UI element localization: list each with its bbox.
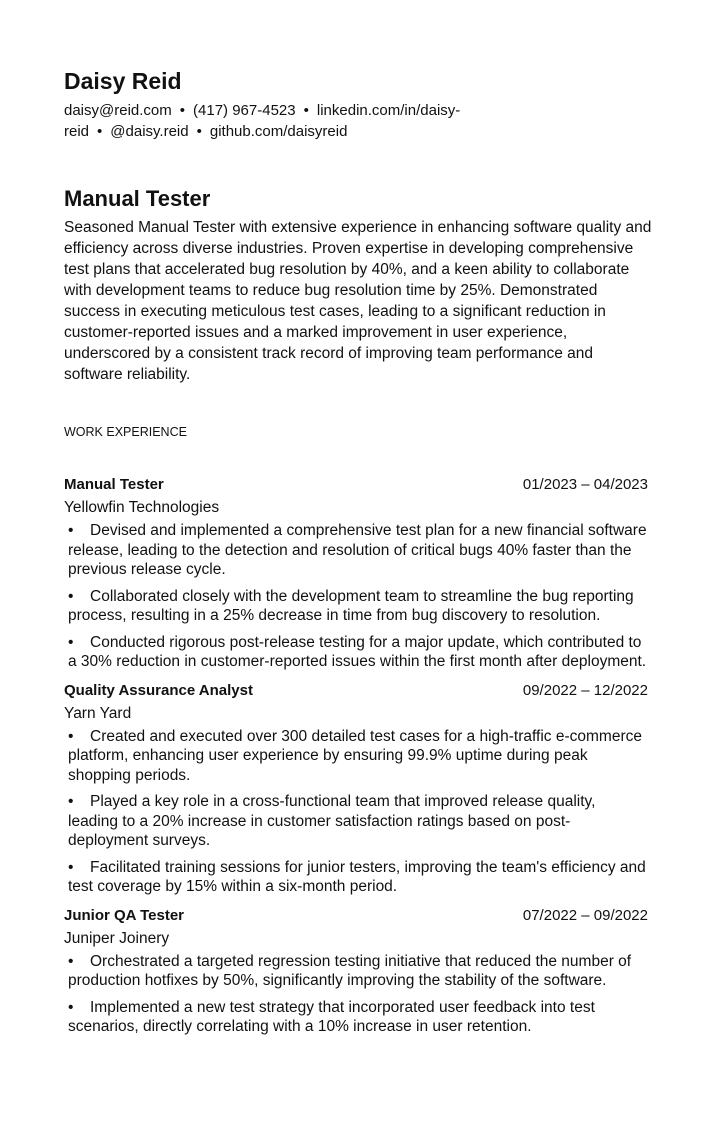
job-entry bbox=[64, 905, 648, 1037]
bullet-item: • Collaborated closely with the development team to streamline the bug reporting process, resulting in a 25% decrease in time from bug discovery to resolution. bbox=[68, 587, 648, 626]
bullet-item: • Played a key role in a cross-functional team that improved release quality, leading to a 20% increase in customer satisfaction ratings based on post-deployment surveys. bbox=[68, 792, 648, 851]
bullet-item: • Orchestrated a targeted regression testing initiative that reduced the number of production hotfixes by 50%, significantly improving the stability of the software. bbox=[68, 952, 648, 991]
job-dates: 09/2022 – 12/2022 bbox=[522, 681, 648, 699]
contact-info bbox=[64, 100, 654, 142]
job-entry bbox=[64, 474, 648, 672]
bullet-item: • Implemented a new test strategy that incorporated user feedback into test scenarios, directly correlating with a 10% increase in user retention. bbox=[68, 998, 648, 1037]
job-entry bbox=[64, 680, 648, 897]
job-role: Junior QA Tester bbox=[64, 906, 185, 924]
summary: Seasoned Manual Tester with extensive experience in enhancing software quality and efficiency across diverse industries. Proven expertise in developing comprehensive test plans that accelerated bug resolution by 40%, and a keen ability to collaborate with development teams to reduce bug resolution time by 25%. Demonstrated success in executing meticulous test cases, leading to a significant reduction in customer-reported issues and a marked improvement in user experience, underscored by a consistent track record of improving team performance and software reliability. bbox=[64, 219, 652, 383]
job-title: Manual Tester bbox=[64, 186, 211, 211]
company-name: Yarn Yard bbox=[64, 704, 132, 722]
job-bullets bbox=[64, 952, 648, 1037]
bullet-item: • Facilitated training sessions for junior testers, improving the team's efficiency and test coverage by 15% within a six-month period. bbox=[68, 858, 648, 897]
bullet-item: • Conducted rigorous post-release testing for a major update, which contributed to a 30% reduction in customer-reported issues within the first month after deployment. bbox=[68, 633, 648, 672]
bullet-item: • Created and executed over 300 detailed test cases for a high-traffic e-commerce platform, enhancing user experience by ensuring 99.9% uptime during peak shopping periods. bbox=[68, 727, 648, 786]
job-bullets bbox=[64, 727, 648, 897]
email-link[interactable]: daisy@reid.com bbox=[64, 102, 172, 119]
linkedin-link[interactable]: linkedin.com/in/daisy-reid bbox=[64, 102, 461, 140]
job-bullets bbox=[64, 521, 648, 672]
job-dates: 07/2022 – 09/2022 bbox=[522, 906, 648, 924]
job-role: Manual Tester bbox=[64, 476, 164, 493]
social-handle[interactable]: @daisy.reid bbox=[110, 123, 189, 140]
separator: • bbox=[97, 123, 103, 140]
separator: • bbox=[303, 102, 309, 119]
phone: (417) 967-4523 bbox=[193, 102, 296, 119]
job-dates: 01/2023 – 04/2023 bbox=[522, 476, 648, 493]
work-experience bbox=[64, 474, 648, 1045]
company-name: Juniper Joinery bbox=[64, 929, 170, 947]
bullet-item: • Devised and implemented a comprehensive test plan for a new financial software release, leading to the detection and resolution of critical bugs 40% faster than the previous release cycle. bbox=[68, 521, 648, 580]
separator: • bbox=[179, 102, 186, 119]
company-name: Yellowfin Technologies bbox=[64, 499, 220, 516]
section-heading: WORK EXPERIENCE bbox=[64, 425, 187, 439]
candidate-name: Daisy Reid bbox=[64, 68, 182, 94]
job-role: Quality Assurance Analyst bbox=[64, 681, 253, 699]
github-link[interactable]: github.com/daisyreid bbox=[209, 123, 348, 140]
separator: • bbox=[196, 123, 202, 140]
